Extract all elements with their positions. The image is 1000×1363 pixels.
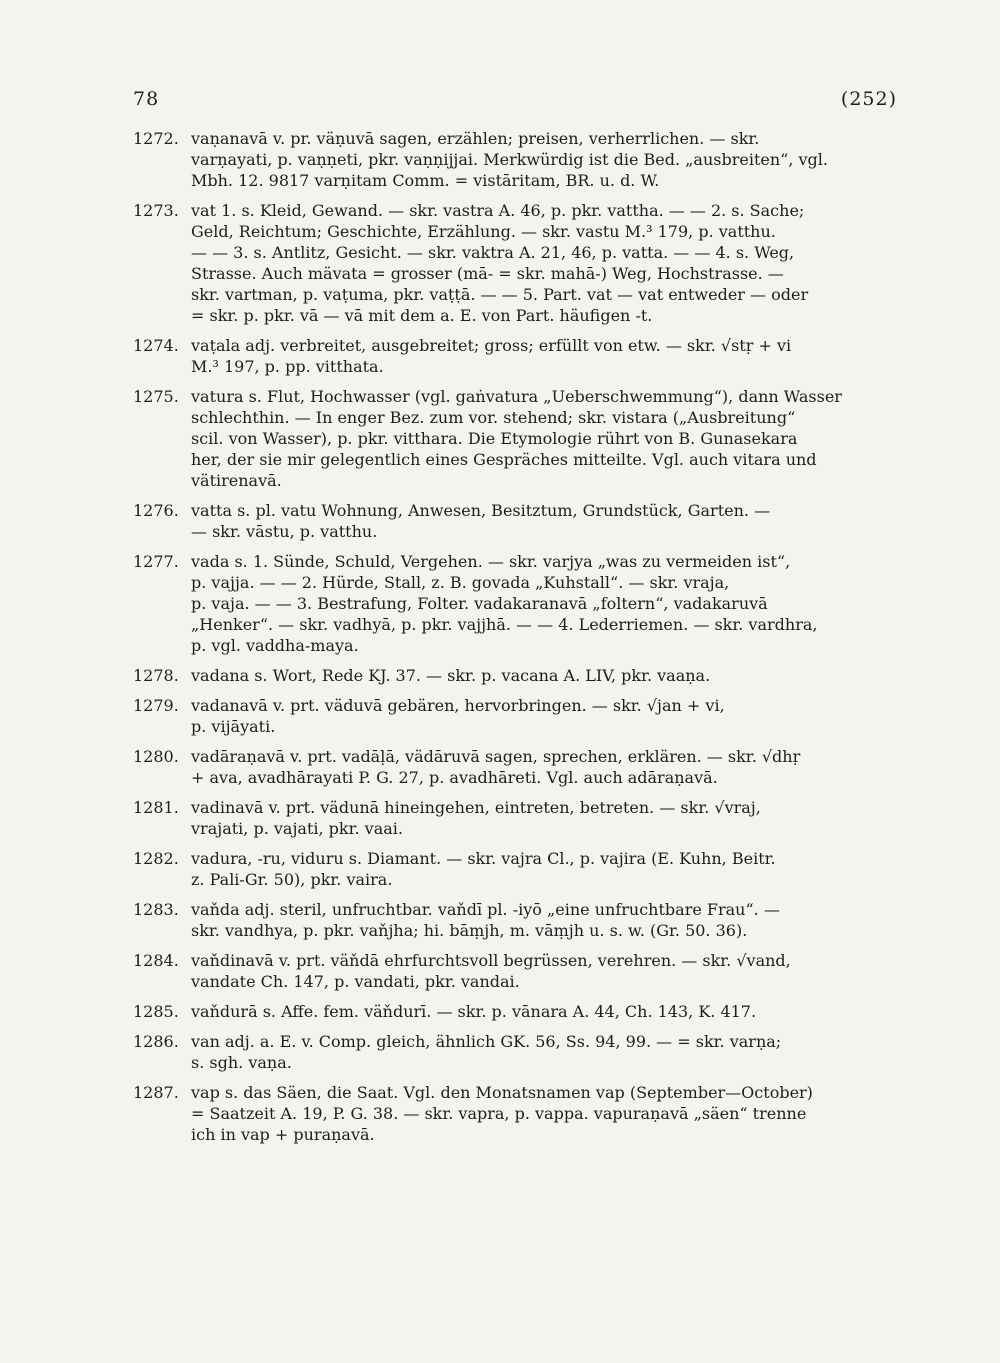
dictionary-entry bbox=[133, 746, 903, 788]
entry-line: van adj. a. E. v. Comp. gleich, ähnlich GK. 56, Ss. 94, 99. — = skr. varṇa; bbox=[191, 1032, 782, 1051]
entry-number: 1284. bbox=[133, 951, 179, 970]
entry-line: vadanavā v. prt. väduvā gebären, hervorbringen. — skr. √jan + vi, bbox=[191, 696, 725, 715]
dictionary-entry bbox=[133, 797, 903, 839]
dictionary-entry bbox=[133, 1001, 903, 1022]
entry-line: vaṇanavā v. pr. väṇuvā sagen, erzählen; preisen, verherrlichen. — skr. bbox=[191, 129, 760, 148]
entry-line: vatura s. Flut, Hochwasser (vgl. gaṅvatura „Ueberschwemmung“), dann Wasser bbox=[191, 387, 842, 406]
entry-number: 1274. bbox=[133, 336, 179, 355]
dictionary-entry bbox=[133, 1082, 903, 1145]
entry-number: 1272. bbox=[133, 129, 179, 148]
entry-text bbox=[191, 1001, 903, 1022]
entry-text bbox=[191, 746, 903, 788]
entry-line: vaňda adj. steril, unfruchtbar. vaňdī pl. -iyō „eine unfruchtbare Frau“. — bbox=[191, 900, 780, 919]
entry-number: 1282. bbox=[133, 849, 179, 868]
entry-line: Mbh. 12. 9817 varṇitam Comm. = vistāritam, BR. u. d. W. bbox=[191, 171, 660, 190]
entry-line: vatta s. pl. vatu Wohnung, Anwesen, Besitztum, Grundstück, Garten. — bbox=[191, 501, 771, 520]
entry-text bbox=[191, 665, 903, 686]
entry-line: p. vijāyati. bbox=[191, 717, 276, 736]
entry-number: 1286. bbox=[133, 1032, 179, 1051]
entry-line: vätirenavā. bbox=[191, 471, 282, 490]
dictionary-entry bbox=[133, 200, 903, 326]
entry-number: 1277. bbox=[133, 552, 179, 571]
entry-text bbox=[191, 899, 903, 941]
entry-list bbox=[133, 128, 903, 1145]
dictionary-entry bbox=[133, 1031, 903, 1073]
entry-line: vandate Ch. 147, p. vandati, pkr. vandai. bbox=[191, 972, 520, 991]
entry-number: 1280. bbox=[133, 747, 179, 766]
dictionary-entry bbox=[133, 695, 903, 737]
dictionary-entry bbox=[133, 551, 903, 656]
entry-line: — skr. vāstu, p. vatthu. bbox=[191, 522, 378, 541]
dictionary-entry bbox=[133, 500, 903, 542]
entry-line: „Henker“. — skr. vadhyā, p. pkr. vajjhā. — — 4. Lederriemen. — skr. vardhra, bbox=[191, 615, 818, 634]
entry-number: 1278. bbox=[133, 666, 179, 685]
entry-number: 1287. bbox=[133, 1083, 179, 1102]
entry-text bbox=[191, 797, 903, 839]
entry-number: 1275. bbox=[133, 387, 179, 406]
entry-line: vaṭala adj. verbreitet, ausgebreitet; gross; erfüllt von etw. — skr. √stṛ + vi bbox=[191, 336, 792, 355]
entry-number: 1276. bbox=[133, 501, 179, 520]
dictionary-entry bbox=[133, 128, 903, 191]
entry-line: vada s. 1. Sünde, Schuld, Vergehen. — skr. varjya „was zu vermeiden ist“, bbox=[191, 552, 791, 571]
entry-text bbox=[191, 128, 903, 191]
entry-number: 1283. bbox=[133, 900, 179, 919]
entry-text bbox=[191, 1082, 903, 1145]
entry-line: vadura, -ru, viduru s. Diamant. — skr. vajra Cl., p. vajira (E. Kuhn, Beitr. bbox=[191, 849, 776, 868]
dictionary-entry bbox=[133, 950, 903, 992]
entry-line: vaňdinavā v. prt. väňdā ehrfurchtsvoll begrüssen, verehren. — skr. √vand, bbox=[191, 951, 791, 970]
entry-text bbox=[191, 335, 903, 377]
entry-line: s. sgh. vaṇa. bbox=[191, 1053, 292, 1072]
entry-line: skr. vandhya, p. pkr. vaňjha; hi. bāṃjh, m. vāṃjh u. s. w. (Gr. 50. 36). bbox=[191, 921, 748, 940]
entry-line: vap s. das Säen, die Saat. Vgl. den Monatsnamen vap (September—October) bbox=[191, 1083, 813, 1102]
entry-line: vadinavā v. prt. vädunā hineingehen, eintreten, betreten. — skr. √vraj, bbox=[191, 798, 761, 817]
entry-text bbox=[191, 1031, 903, 1073]
page-number: 78 bbox=[133, 88, 160, 110]
entry-line: vrajati, p. vajati, pkr. vaai. bbox=[191, 819, 403, 838]
entry-number: 1279. bbox=[133, 696, 179, 715]
entry-text bbox=[191, 200, 903, 326]
entry-text bbox=[191, 848, 903, 890]
entry-line: skr. vartman, p. vaṭuma, pkr. vaṭṭā. — — 5. Part. vat — vat entweder — oder bbox=[191, 285, 809, 304]
entry-text bbox=[191, 551, 903, 656]
dictionary-entry bbox=[133, 848, 903, 890]
entry-line: schlechthin. — In enger Bez. zum vor. stehend; skr. vistara („Ausbreitung“ bbox=[191, 408, 796, 427]
entry-line: p. vgl. vaddha-maya. bbox=[191, 636, 359, 655]
dictionary-entry bbox=[133, 335, 903, 377]
entry-number: 1281. bbox=[133, 798, 179, 817]
entry-text bbox=[191, 500, 903, 542]
dictionary-entry bbox=[133, 665, 903, 686]
entry-line: ich in vap + puraṇavā. bbox=[191, 1125, 375, 1144]
entry-line: p. vajja. — — 2. Hürde, Stall, z. B. govada „Kuhstall“. — skr. vraja, bbox=[191, 573, 730, 592]
entry-text bbox=[191, 386, 903, 491]
entry-line: = skr. p. pkr. vā — vā mit dem a. E. von Part. häufigen -t. bbox=[191, 306, 653, 325]
entry-line: Geld, Reichtum; Geschichte, Erzählung. — skr. vastu M.³ 179, p. vatthu. bbox=[191, 222, 776, 241]
entry-line: Strasse. Auch mävata = grosser (mā- = skr. mahā-) Weg, Hochstrasse. — bbox=[191, 264, 784, 283]
entry-line: her, der sie mir gelegentlich eines Gespräches mitteilte. Vgl. auch vitara und bbox=[191, 450, 817, 469]
entry-number: 1285. bbox=[133, 1002, 179, 1021]
section-number: (252) bbox=[840, 88, 897, 110]
entry-line: varṇayati, p. vaṇṇeti, pkr. vaṇṇijjai. Merkwürdig ist die Bed. „ausbreiten“, vgl. bbox=[191, 150, 828, 169]
entry-line: p. vaja. — — 3. Bestrafung, Folter. vadakaranavā „foltern“, vadakaruvā bbox=[191, 594, 768, 613]
entry-line: z. Pali-Gr. 50), pkr. vaira. bbox=[191, 870, 393, 889]
entry-line: vadana s. Wort, Rede KJ. 37. — skr. p. vacana A. LIV, pkr. vaaṇa. bbox=[191, 666, 711, 685]
entry-text bbox=[191, 950, 903, 992]
entry-line: — — 3. s. Antlitz, Gesicht. — skr. vaktra A. 21, 46, p. vatta. — — 4. s. Weg, bbox=[191, 243, 795, 262]
entry-line: vadāraṇavā v. prt. vadāḷā, vädāruvā sagen, sprechen, erklären. — skr. √dhṛ bbox=[191, 747, 801, 766]
entry-line: + ava, avadhārayati P. G. 27, p. avadhāreti. Vgl. auch adāraṇavā. bbox=[191, 768, 718, 787]
entry-number: 1273. bbox=[133, 201, 179, 220]
entry-text bbox=[191, 695, 903, 737]
entry-line: vaňdurā s. Affe. fem. väňdurī. — skr. p. vānara A. 44, Ch. 143, K. 417. bbox=[191, 1002, 757, 1021]
entry-line: scil. von Wasser), p. pkr. vitthara. Die Etymologie rührt von B. Gunasekara bbox=[191, 429, 798, 448]
entry-line: = Saatzeit A. 19, P. G. 38. — skr. vapra, p. vappa. vapuraṇavā „säen“ trenne bbox=[191, 1104, 807, 1123]
dictionary-entry bbox=[133, 386, 903, 491]
entry-line: vat 1. s. Kleid, Gewand. — skr. vastra A. 46, p. pkr. vattha. — — 2. s. Sache; bbox=[191, 201, 805, 220]
entry-line: M.³ 197, p. pp. vitthata. bbox=[191, 357, 384, 376]
dictionary-entry bbox=[133, 899, 903, 941]
